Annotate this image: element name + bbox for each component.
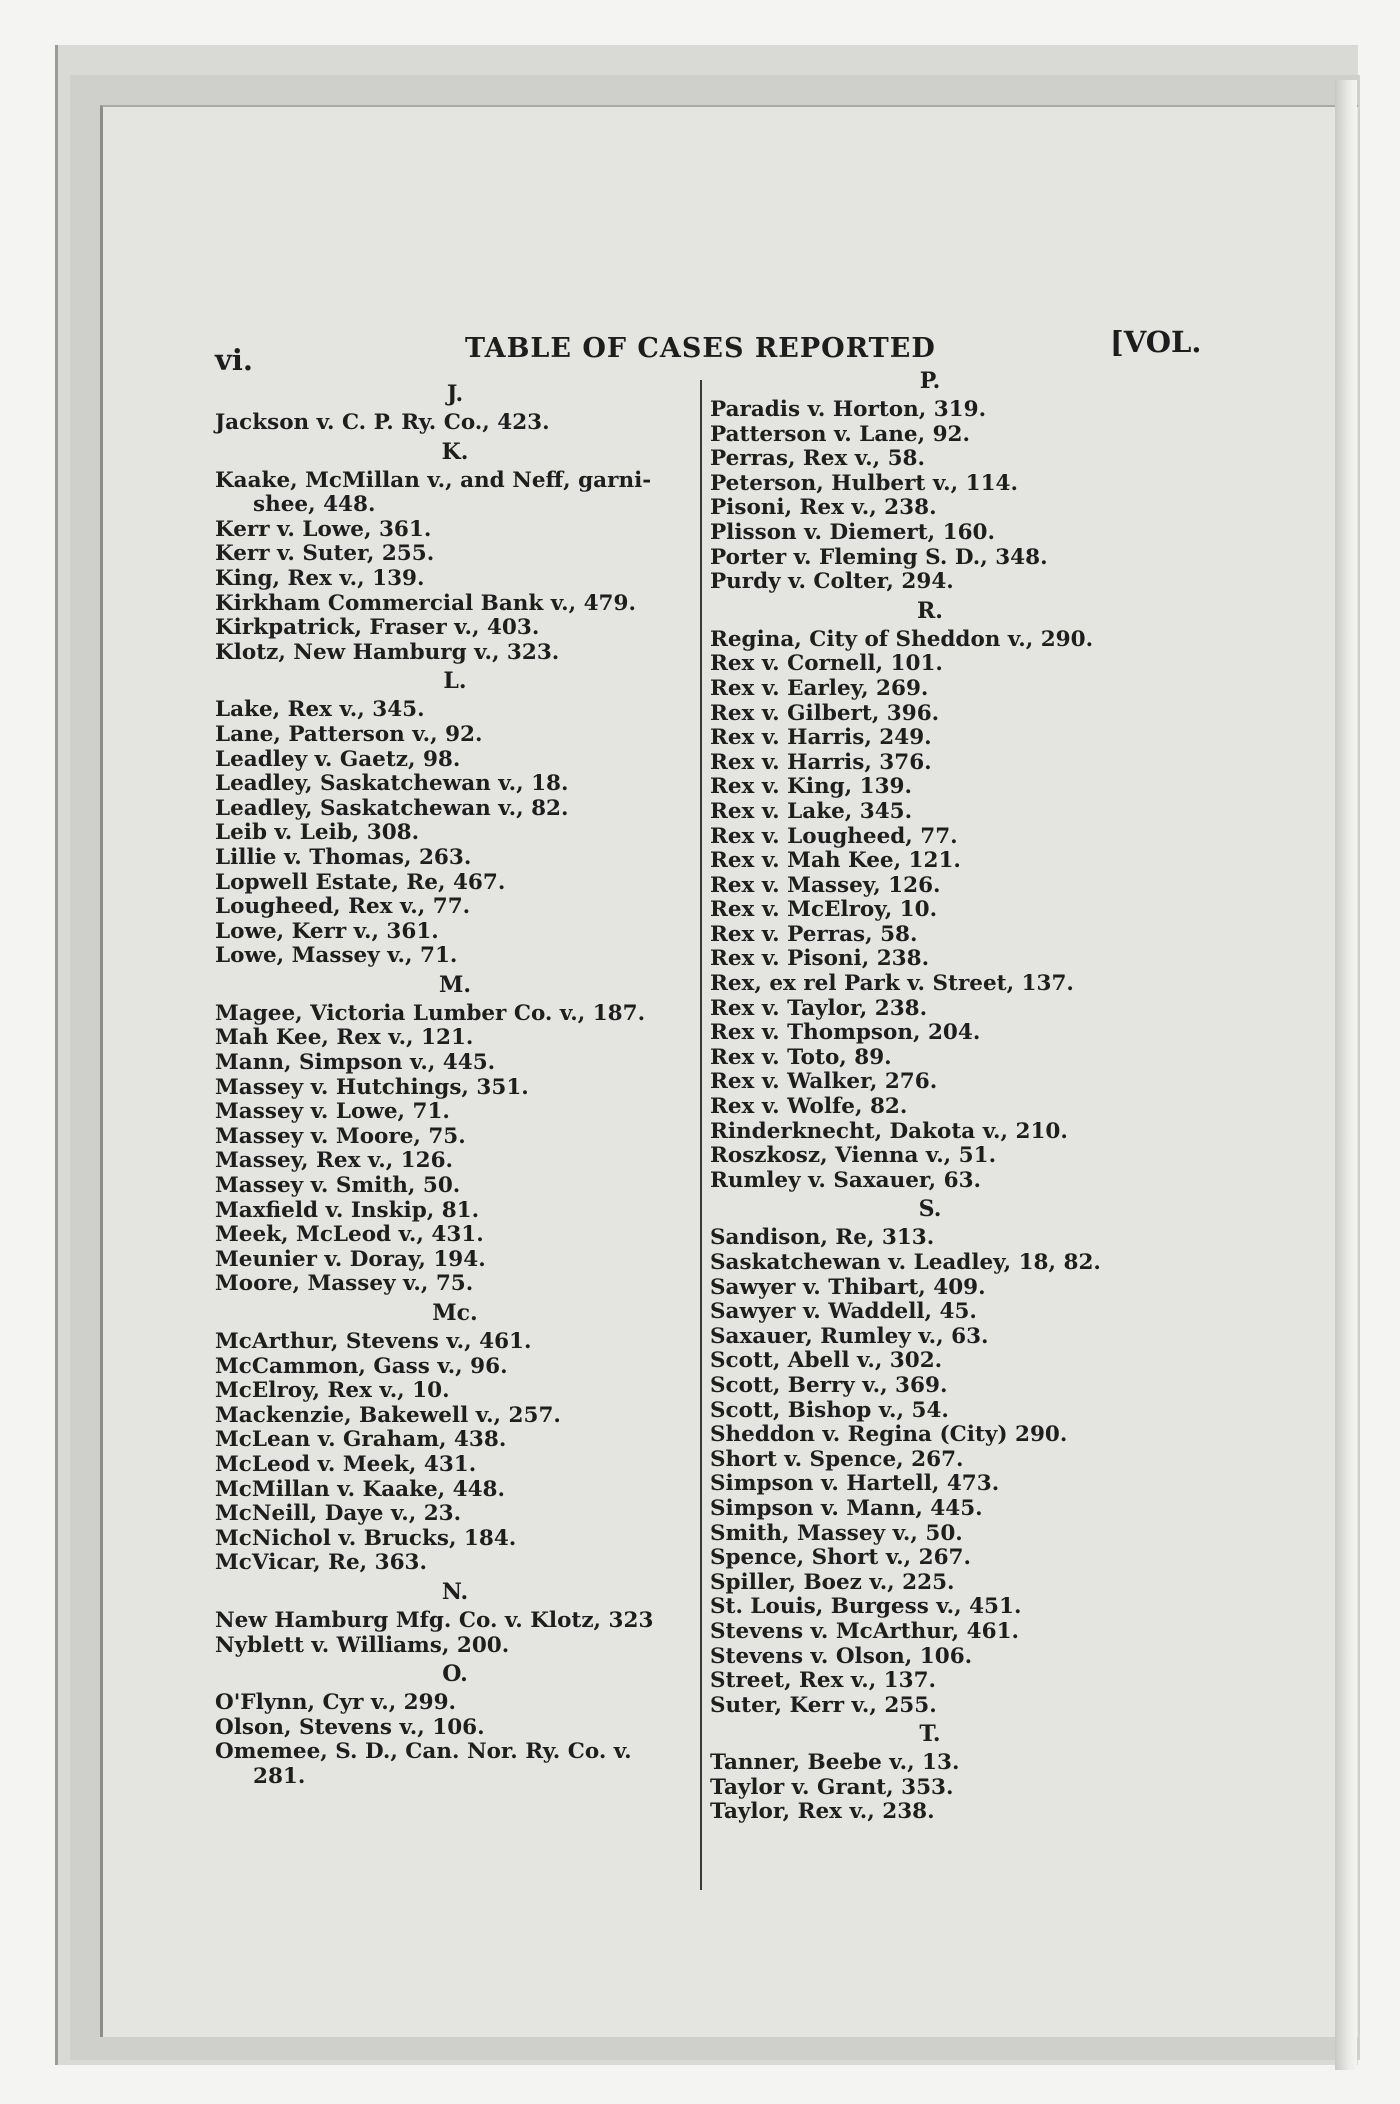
case-entry: Klotz, New Hamburg v., 323. <box>215 639 560 665</box>
case-entry: Saxauer, Rumley v., 63. <box>710 1323 989 1349</box>
section-letter-heading: O. <box>442 1661 468 1688</box>
case-entry: Magee, Victoria Lumber Co. v., 187. <box>215 1000 646 1026</box>
case-entry: Leadley, Saskatchewan v., 18. <box>215 771 569 797</box>
case-entry: Rex v. Toto, 89. <box>710 1044 892 1070</box>
case-entry: O'Flynn, Cyr v., 299. <box>215 1690 457 1716</box>
case-entry: Kerr v. Lowe, 361. <box>215 516 432 542</box>
case-entry: Kerr v. Suter, 255. <box>215 541 435 567</box>
case-entry: Omemee, S. D., Can. Nor. Ry. Co. v. <box>215 1739 632 1765</box>
volume-mark: [VOL. <box>1110 325 1202 359</box>
case-entry: Rex v. Thompson, 204. <box>710 1020 981 1046</box>
case-entry: Simpson v. Hartell, 473. <box>710 1471 1000 1497</box>
case-entry: Regina, City of Sheddon v., 290. <box>710 626 1094 652</box>
case-entry: Rex v. Taylor, 238. <box>710 995 928 1021</box>
case-entry: Patterson v. Lane, 92. <box>710 421 970 447</box>
case-entry: Rex v. Harris, 249. <box>710 725 932 751</box>
case-entry: Saskatchewan v. Leadley, 18, 82. <box>710 1250 1101 1275</box>
case-entry: Mah Kee, Rex v., 121. <box>215 1025 474 1051</box>
case-entry: Lougheed, Rex v., 77. <box>215 894 471 920</box>
section-letter-heading: P. <box>919 368 941 394</box>
case-entry: Rumley v. Saxauer, 63. <box>710 1167 982 1193</box>
case-entry: Massey v. Moore, 75. <box>215 1123 466 1149</box>
case-entry: Lopwell Estate, Re, 467. <box>215 869 506 895</box>
case-entry: Sheddon v. Regina (City) 290. <box>710 1422 1068 1448</box>
case-entry: Jackson v. C. P. Ry. Co., 423. <box>215 410 550 435</box>
case-entry: Spence, Short v., 267. <box>710 1545 972 1571</box>
case-entry: Sandison, Re, 313. <box>710 1225 935 1251</box>
case-entry: Taylor, Rex v., 238. <box>710 1799 935 1825</box>
section-letter-heading: N. <box>441 1578 469 1605</box>
case-entry: Massey, Rex v., 126. <box>215 1148 454 1174</box>
case-entry: Spiller, Boez v., 225. <box>710 1569 955 1595</box>
case-entry: Rex v. Pisoni, 238. <box>710 946 930 972</box>
case-entry: McNichol v. Brucks, 184. <box>215 1525 517 1551</box>
case-entry: Lowe, Massey v., 71. <box>215 943 458 969</box>
case-entry: Scott, Abell v., 302. <box>710 1348 943 1374</box>
case-entry: Rinderknecht, Dakota v., 210. <box>710 1118 1068 1144</box>
case-entry: Kirkpatrick, Fraser v., 403. <box>215 615 540 641</box>
case-entry: Simpson v. Mann, 445. <box>710 1495 983 1521</box>
section-letter-heading: T. <box>919 1721 941 1748</box>
case-entry: Perras, Rex v., 58. <box>710 446 925 472</box>
case-entry: McElroy, Rex v., 10. <box>215 1378 450 1404</box>
section-letter-heading: K. <box>441 438 469 465</box>
case-entry: Taylor v. Grant, 353. <box>710 1774 954 1800</box>
case-entry: Rex v. Mah Kee, 121. <box>710 848 961 874</box>
case-entry: Rex v. Cornell, 101. <box>710 651 943 677</box>
case-entry: Leib v. Leib, 308. <box>215 820 420 846</box>
column-divider <box>700 380 702 1890</box>
case-entry: Olson, Stevens v., 106. <box>215 1714 485 1740</box>
case-entry: Mackenzie, Bakewell v., 257. <box>215 1402 561 1428</box>
case-entry-continuation: 281. <box>253 1763 306 1789</box>
case-entry: Stevens v. Olson, 106. <box>710 1643 973 1669</box>
case-entry: Paradis v. Horton, 319. <box>710 397 987 422</box>
right-column <box>710 365 1150 1825</box>
section-letter-heading: R. <box>917 597 943 624</box>
case-entry: Leadley, Saskatchewan v., 82. <box>215 795 569 821</box>
case-entry: McNeill, Daye v., 23. <box>215 1501 462 1527</box>
case-entry: McVicar, Re, 363. <box>215 1550 427 1576</box>
case-entry: Nyblett v. Williams, 200. <box>215 1632 510 1658</box>
case-entry: Purdy v. Colter, 294. <box>710 569 954 595</box>
section-letter-heading: M. <box>438 971 471 998</box>
case-entry: Scott, Berry v., 369. <box>710 1372 948 1398</box>
case-entry: Tanner, Beebe v., 13. <box>710 1750 960 1776</box>
case-entry: Sawyer v. Waddell, 45. <box>710 1299 977 1325</box>
case-entry: Kirkham Commercial Bank v., 479. <box>215 590 636 616</box>
case-entry: Rex v. Gilbert, 396. <box>710 700 940 726</box>
case-entry: Kaake, McMillan v., and Neff, garni- <box>215 467 652 493</box>
case-entry: Lane, Patterson v., 92. <box>215 721 483 747</box>
case-entry: St. Louis, Burgess v., 451. <box>710 1594 1022 1620</box>
case-entry: Rex v. Earley, 269. <box>710 675 929 701</box>
case-entry: Roszkosz, Vienna v., 51. <box>710 1143 997 1169</box>
case-entry: Plisson v. Diemert, 160. <box>710 519 995 545</box>
case-entry: Massey v. Smith, 50. <box>215 1173 461 1199</box>
section-letter-heading: Mc. <box>432 1300 478 1326</box>
case-entry: McMillan v. Kaake, 448. <box>215 1476 505 1502</box>
case-entry: Rex v. Wolfe, 82. <box>710 1094 908 1120</box>
case-entry: Lillie v. Thomas, 263. <box>215 844 472 870</box>
case-entry: Smith, Massey v., 50. <box>710 1520 963 1546</box>
section-letter-heading: S. <box>918 1196 942 1223</box>
case-entry: Street, Rex v., 137. <box>710 1668 937 1694</box>
case-entry: Lowe, Kerr v., 361. <box>215 918 439 944</box>
case-entry: Leadley v. Gaetz, 98. <box>215 746 461 772</box>
case-entry: Rex v. Perras, 58. <box>710 921 918 947</box>
case-entry: Meek, McLeod v., 431. <box>215 1222 484 1248</box>
case-entry: Rex, ex rel Park v. Street, 137. <box>710 971 1074 997</box>
case-entry: McArthur, Stevens v., 461. <box>215 1329 532 1354</box>
case-entry: Rex v. Walker, 276. <box>710 1069 938 1095</box>
case-entry: Rex v. Lake, 345. <box>710 798 913 824</box>
case-entry: Peterson, Hulbert v., 114. <box>710 470 1018 496</box>
case-entry: Sawyer v. Thibart, 409. <box>710 1274 986 1300</box>
case-entry: Moore, Massey v., 75. <box>215 1271 474 1297</box>
case-entry: Stevens v. McArthur, 461. <box>710 1618 1020 1644</box>
case-entry: Porter v. Fleming S. D., 348. <box>710 544 1048 570</box>
case-entry: Suter, Kerr v., 255. <box>710 1692 937 1718</box>
case-entry: Lake, Rex v., 345. <box>215 697 425 723</box>
section-letter-heading: J. <box>446 381 464 407</box>
case-entry: Short v. Spence, 267. <box>710 1446 964 1472</box>
case-entry: McCammon, Gass v., 96. <box>215 1353 508 1379</box>
case-entry: Rex v. Lougheed, 77. <box>710 823 958 849</box>
case-entry: King, Rex v., 139. <box>215 565 425 591</box>
case-entry: Massey v. Hutchings, 351. <box>215 1074 529 1100</box>
case-entry: Pisoni, Rex v., 238. <box>710 495 937 521</box>
case-entry-continuation: shee, 448. <box>253 492 376 518</box>
page-header <box>215 325 1202 377</box>
case-entry: Rex v. Harris, 376. <box>710 749 932 775</box>
case-entry: Scott, Bishop v., 54. <box>710 1397 949 1423</box>
case-entry: New Hamburg Mfg. Co. v. Klotz, 323 <box>215 1607 654 1633</box>
page-number: vi. <box>215 343 253 377</box>
case-entry: Rex v. King, 139. <box>710 774 913 800</box>
case-entry: Maxfield v. Inskip, 81. <box>215 1197 480 1223</box>
case-entry: Massey v. Lowe, 71. <box>215 1099 450 1125</box>
case-entry: McLeod v. Meek, 431. <box>215 1451 477 1477</box>
left-column <box>215 378 695 1790</box>
case-entry: Meunier v. Doray, 194. <box>215 1246 486 1272</box>
page-title: TABLE OF CASES REPORTED <box>465 333 936 364</box>
case-entry: Rex v. Massey, 126. <box>710 872 941 898</box>
case-entry: Mann, Simpson v., 445. <box>215 1050 496 1076</box>
case-entry: Rex v. McElroy, 10. <box>710 897 938 923</box>
section-letter-heading: L. <box>443 668 467 695</box>
page-edge <box>1335 80 1357 2070</box>
case-entry: McLean v. Graham, 438. <box>215 1427 507 1453</box>
